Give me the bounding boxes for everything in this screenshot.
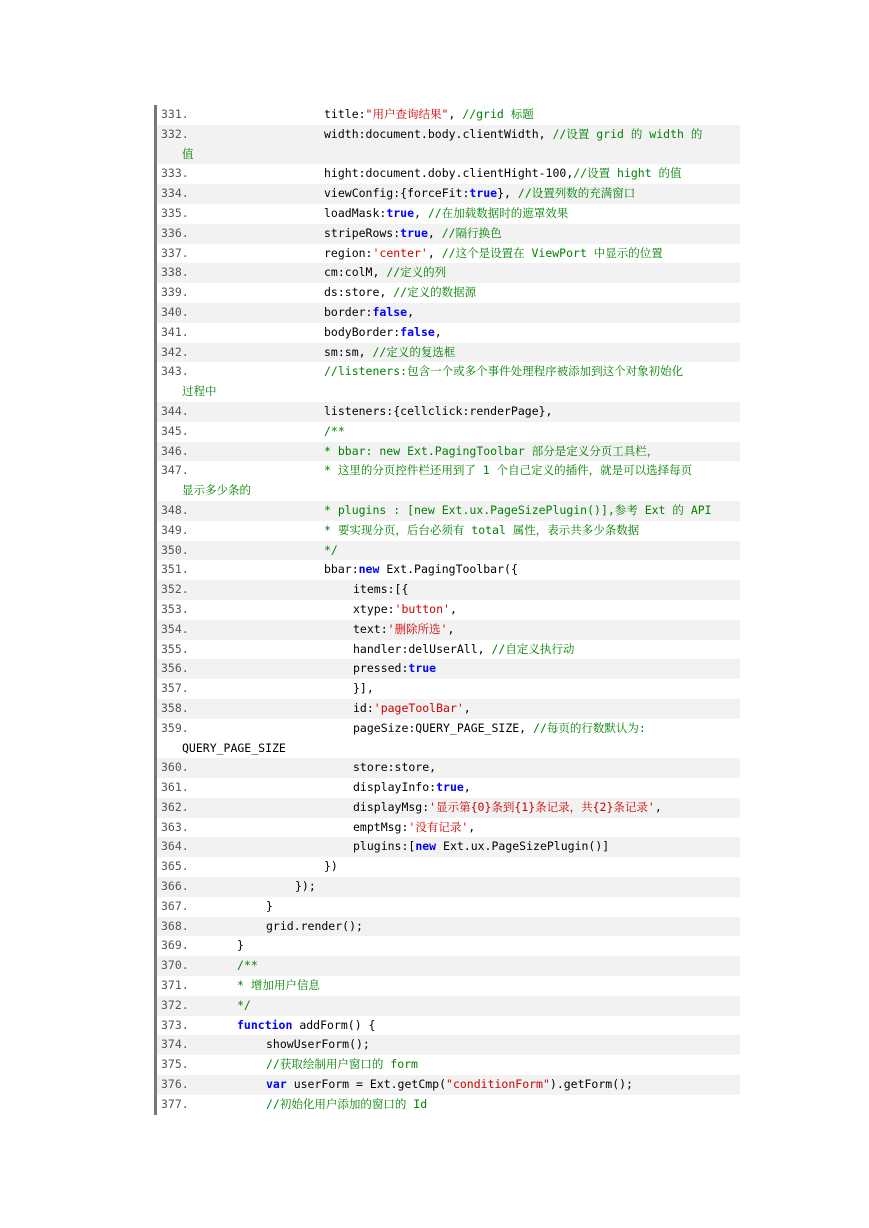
line-number: 372. [161, 997, 189, 1012]
code-line [157, 184, 740, 204]
code-line [157, 422, 740, 442]
line-number: 365. [161, 859, 189, 874]
line-number: 352. [161, 582, 189, 597]
code-line [157, 461, 740, 481]
code-token: //获取绘制用户窗口的 form [266, 1057, 418, 1072]
code-text [353, 818, 736, 838]
code-text [353, 837, 736, 857]
code-token: 值 [182, 146, 194, 161]
code-line [157, 976, 740, 996]
code-line [157, 798, 740, 818]
line-number: 368. [161, 918, 189, 933]
code-line [157, 1016, 740, 1036]
code-line [157, 1095, 740, 1115]
line-number: 351. [161, 562, 189, 577]
code-line [157, 263, 740, 283]
code-token: , [468, 819, 476, 834]
code-token: , [654, 799, 662, 814]
code-token: "conditionForm" [446, 1077, 550, 1092]
code-line [157, 1035, 740, 1055]
line-number: 347. [161, 463, 189, 478]
code-token: //隔行换色 [441, 225, 502, 240]
code-text [324, 125, 736, 145]
code-token: ).getForm(); [549, 1077, 633, 1092]
line-number: 341. [161, 324, 189, 339]
line-number: 333. [161, 166, 189, 181]
code-text [324, 184, 736, 204]
code-text [324, 244, 736, 264]
code-line [157, 877, 740, 897]
code-token: * 这里的分页控件栏还用到了 1 个自己定义的插件，就是可以选择每页 [324, 463, 693, 478]
code-text [353, 600, 736, 620]
code-line [157, 125, 740, 145]
code-line [157, 204, 740, 224]
code-line [157, 541, 740, 561]
line-number: 362. [161, 799, 189, 814]
code-line [157, 956, 740, 976]
code-token: //定义的数据源 [393, 285, 477, 300]
code-token: '没有记录' [408, 819, 469, 834]
code-token: false [372, 304, 408, 319]
code-token: showUserForm(); [266, 1037, 370, 1052]
code-line-wrap [157, 382, 740, 402]
code-text [353, 778, 736, 798]
code-line [157, 837, 740, 857]
code-line [157, 402, 740, 422]
code-token: true [386, 205, 415, 220]
code-token: * 要实现分页，后台必须有 total 属性，表示共多少条数据 [324, 522, 640, 537]
line-number: 374. [161, 1037, 189, 1052]
line-number: 350. [161, 542, 189, 557]
code-text [237, 1016, 736, 1036]
code-text [353, 620, 736, 640]
code-token: '显示第{0}条到{1}条记录，共{2}条记录' [429, 799, 655, 814]
code-text [324, 224, 736, 244]
code-token: loadMask: [324, 205, 387, 220]
code-token: pressed: [353, 661, 409, 676]
code-token: }) [324, 859, 338, 874]
code-line [157, 936, 740, 956]
code-line-wrap [157, 145, 740, 165]
line-number: 363. [161, 819, 189, 834]
line-number: 376. [161, 1077, 189, 1092]
code-text [266, 1035, 736, 1055]
code-token: "用户查询结果" [365, 107, 449, 121]
code-text [237, 936, 736, 956]
code-line [157, 283, 740, 303]
line-number: 360. [161, 760, 189, 775]
code-text [324, 442, 736, 462]
line-number: 367. [161, 898, 189, 913]
code-token: , [414, 205, 428, 220]
code-text [266, 897, 736, 917]
code-line [157, 1075, 740, 1095]
code-token: //在加载数据时的遮罩效果 [427, 205, 569, 220]
code-line [157, 560, 740, 580]
code-token: text: [353, 621, 388, 636]
line-number: 373. [161, 1017, 189, 1032]
code-token: , [463, 780, 471, 795]
code-token: 'center' [372, 245, 428, 260]
code-line [157, 105, 740, 125]
code-token: listeners:{cellclick:renderPage}, [324, 403, 553, 418]
line-number: 334. [161, 186, 189, 201]
line-number: 335. [161, 205, 189, 220]
line-number: 340. [161, 304, 189, 319]
code-token: //自定义执行动 [491, 641, 575, 656]
code-token: userForm = Ext.getCmp( [286, 1077, 447, 1092]
code-token: true [408, 661, 437, 676]
code-token: title: [324, 107, 366, 121]
code-text [324, 521, 736, 541]
code-text [353, 758, 736, 778]
code-token: 过程中 [182, 384, 217, 399]
code-token: true [400, 225, 428, 240]
code-token: }); [295, 879, 316, 894]
code-token: Ext.PagingToolbar({ [379, 562, 518, 577]
code-line-wrap [157, 739, 740, 759]
code-token: true [469, 186, 498, 201]
line-number: 332. [161, 126, 189, 141]
code-text [266, 1075, 736, 1095]
line-number: 364. [161, 839, 189, 854]
code-line [157, 758, 740, 778]
code-token: //定义的列 [386, 265, 447, 280]
code-line [157, 857, 740, 877]
code-token: , [427, 245, 442, 260]
code-line [157, 699, 740, 719]
line-number: 348. [161, 502, 189, 517]
code-token: hight:document.doby.clientHight-100, [324, 166, 574, 181]
code-line [157, 897, 740, 917]
line-number: 370. [161, 958, 189, 973]
code-text [324, 461, 736, 481]
code-text [353, 659, 736, 679]
code-token: //设置列数的充满窗口 [517, 186, 636, 201]
code-token: //listeners:包含一个或多个事件处理程序被添加到这个对象初始化 [324, 364, 684, 379]
code-token: QUERY_PAGE_SIZE [182, 740, 286, 755]
code-line [157, 600, 740, 620]
code-line [157, 343, 740, 363]
code-token: , [434, 324, 442, 339]
code-text [324, 283, 736, 303]
code-text [353, 719, 736, 739]
code-token: stripeRows: [324, 225, 401, 240]
code-line-wrap [157, 481, 740, 501]
line-number: 345. [161, 423, 189, 438]
code-token: 'button' [394, 601, 450, 616]
code-token: bodyBorder: [324, 324, 401, 339]
line-number: 331. [161, 107, 189, 121]
code-token: displayInfo: [353, 780, 437, 795]
code-text [266, 917, 736, 937]
code-token: * bbar: new Ext.PagingToolbar 部分是定义分页工具栏， [324, 443, 659, 458]
code-token: 'pageToolBar' [373, 700, 464, 715]
code-text [295, 877, 736, 897]
code-text [324, 204, 736, 224]
code-token: new [358, 562, 380, 577]
code-token: , [427, 225, 442, 240]
code-text [353, 679, 736, 699]
code-line [157, 164, 740, 184]
line-number: 356. [161, 661, 189, 676]
code-line [157, 620, 740, 640]
line-number: 343. [161, 364, 189, 379]
line-number: 337. [161, 245, 189, 260]
code-line [157, 659, 740, 679]
line-number: 354. [161, 621, 189, 636]
code-token: , [447, 621, 455, 636]
code-token: '删除所选' [387, 621, 448, 636]
line-number: 361. [161, 780, 189, 795]
line-number: 358. [161, 700, 189, 715]
code-token: //设置 hight 的值 [573, 166, 682, 181]
code-token: , [448, 107, 463, 121]
code-token: /** [237, 958, 258, 973]
code-token: //初始化用户添加的窗口的 Id [266, 1096, 428, 1111]
code-line [157, 640, 740, 660]
code-token: handler:delUserAll, [353, 641, 492, 656]
code-token: emptMsg: [353, 819, 409, 834]
code-line [157, 362, 740, 382]
code-token: width:document.body.clientWidth, [324, 126, 553, 141]
code-token: region: [324, 245, 373, 260]
code-text [353, 699, 736, 719]
code-token: */ [237, 997, 251, 1012]
code-text [324, 857, 736, 877]
line-number: 353. [161, 601, 189, 616]
line-number: 338. [161, 265, 189, 280]
code-token: new [415, 839, 437, 854]
line-number: 377. [161, 1096, 189, 1111]
line-number: 336. [161, 225, 189, 240]
code-token: true [436, 780, 464, 795]
code-text [324, 323, 736, 343]
line-number: 357. [161, 681, 189, 696]
code-token: ds:store, [324, 285, 394, 300]
code-token: items:[{ [353, 582, 409, 597]
line-number: 366. [161, 879, 189, 894]
code-text [324, 343, 736, 363]
code-text [324, 263, 736, 283]
code-token: displayMsg: [353, 799, 430, 814]
code-line [157, 719, 740, 739]
code-listing [154, 105, 740, 1115]
code-token: function [237, 1017, 293, 1032]
line-number: 369. [161, 938, 189, 953]
line-number: 342. [161, 344, 189, 359]
code-token: //每页的行数默认为: [533, 720, 646, 735]
code-token: }], [353, 681, 374, 696]
code-text [353, 798, 736, 818]
code-token: false [400, 324, 435, 339]
code-token: sm:sm, [324, 344, 373, 359]
code-text [324, 105, 736, 125]
code-line [157, 679, 740, 699]
line-number: 371. [161, 978, 189, 993]
code-token: , [463, 700, 471, 715]
line-number: 344. [161, 403, 189, 418]
code-line [157, 917, 740, 937]
code-token: 显示多少条的 [182, 483, 251, 498]
code-token: //grid 标题 [462, 107, 534, 121]
code-token: * plugins : [new Ext.ux.PageSizePlugin()],参考 Ext 的 API [324, 502, 712, 517]
code-text [266, 1055, 736, 1075]
line-number: 375. [161, 1057, 189, 1072]
line-number: 349. [161, 522, 189, 537]
code-text [324, 362, 736, 382]
code-token: grid.render(); [266, 918, 363, 933]
code-text [353, 640, 736, 660]
code-token: , [407, 304, 415, 319]
code-line [157, 303, 740, 323]
code-token: cm:colM, [324, 265, 387, 280]
line-number: 355. [161, 641, 189, 656]
code-token: plugins:[ [353, 839, 416, 854]
code-text [353, 580, 736, 600]
code-text [324, 402, 736, 422]
code-token: } [266, 898, 273, 913]
code-line [157, 501, 740, 521]
code-text [324, 501, 736, 521]
code-text [324, 541, 736, 561]
code-token: //这个是设置在 ViewPort 中显示的位置 [441, 245, 663, 260]
code-token: addForm() { [292, 1017, 376, 1032]
code-text [237, 976, 736, 996]
code-line [157, 818, 740, 838]
code-token: //设置 grid 的 width 的 [552, 126, 703, 141]
code-token: , [449, 601, 457, 616]
code-token: Ext.ux.PageSizePlugin()] [436, 839, 610, 854]
code-token: xtype: [353, 601, 395, 616]
line-number: 346. [161, 443, 189, 458]
code-token: /** [324, 423, 345, 438]
code-token: pageSize:QUERY_PAGE_SIZE, [353, 720, 534, 735]
code-token: id: [353, 700, 374, 715]
code-token: store:store, [353, 760, 437, 775]
code-text [237, 956, 736, 976]
code-line [157, 244, 740, 264]
code-token: } [237, 938, 244, 953]
code-token: border: [324, 304, 373, 319]
code-text [324, 560, 736, 580]
code-line [157, 323, 740, 343]
code-line [157, 1055, 740, 1075]
code-line [157, 778, 740, 798]
code-token: bbar: [324, 562, 359, 577]
code-token: }, [497, 186, 518, 201]
code-line [157, 580, 740, 600]
code-token: var [266, 1077, 287, 1092]
code-token: //定义的复选框 [372, 344, 456, 359]
code-line [157, 224, 740, 244]
line-number: 339. [161, 285, 189, 300]
code-text [324, 303, 736, 323]
code-token: viewConfig:{forceFit: [324, 186, 470, 201]
code-line [157, 442, 740, 462]
code-text [324, 422, 736, 442]
code-token: * 增加用户信息 [237, 978, 320, 993]
code-text [237, 996, 736, 1016]
code-token: */ [324, 542, 338, 557]
line-number: 359. [161, 720, 189, 735]
code-text [266, 1095, 736, 1115]
code-line [157, 996, 740, 1016]
code-line [157, 521, 740, 541]
code-text [324, 164, 736, 184]
